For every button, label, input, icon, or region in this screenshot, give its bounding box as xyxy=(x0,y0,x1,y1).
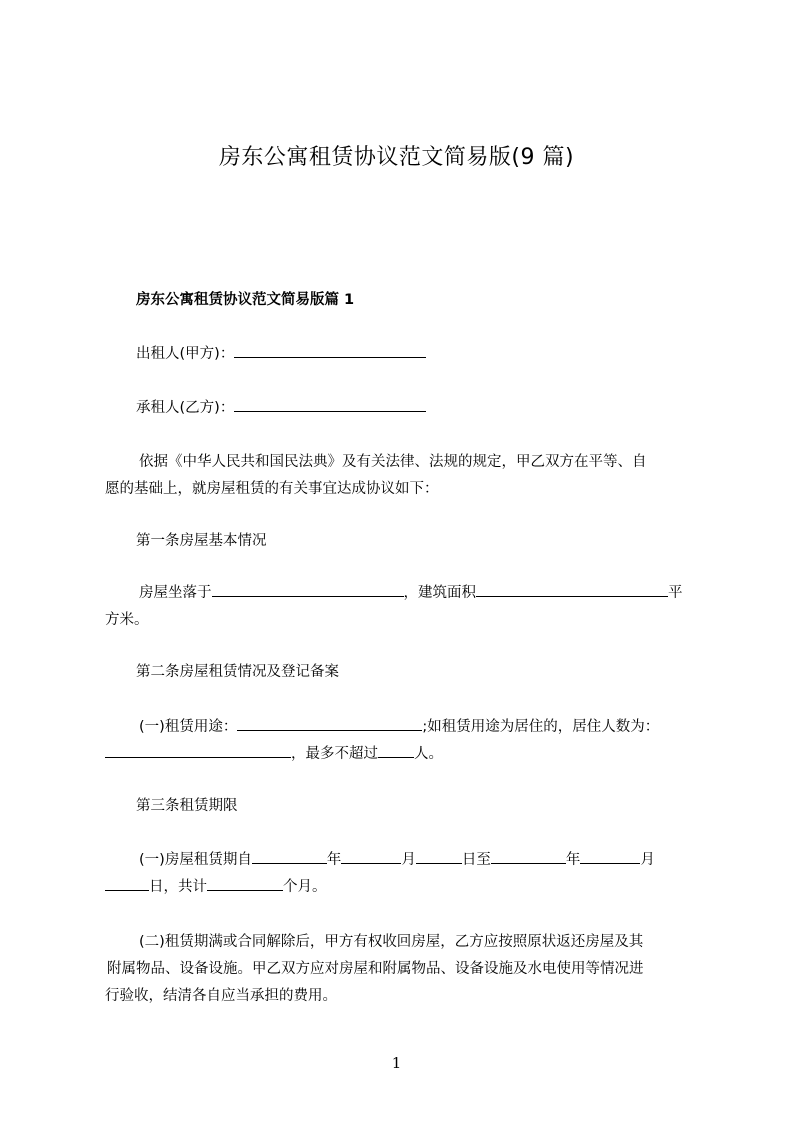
article-2-heading: 第二条房屋租赁情况及登记备案 xyxy=(136,664,339,680)
article-2-para-line-1 xyxy=(139,713,659,741)
usage-blank xyxy=(237,715,422,731)
start-month-blank xyxy=(341,848,401,864)
preamble-line-1: 依据《中华人民共和国民法典》及有关法律、法规的规定，甲乙双方在平等、自 xyxy=(139,454,647,470)
usage-label: (一)租赁用途： xyxy=(139,719,238,735)
end-day-blank xyxy=(105,875,149,891)
residents-unit: 人。 xyxy=(414,746,443,762)
area-label: ，建筑面积 xyxy=(403,585,476,601)
area-blank xyxy=(476,581,668,597)
article-3-para-2-line-2: 附属物品、设备设施。甲乙双方应对房屋和附属物品、设备设施及水电使用等情况进 xyxy=(107,961,644,977)
document-title: 房东公寓租赁协议范文简易版(9 篇) xyxy=(218,145,575,170)
lessee-blank xyxy=(234,396,426,412)
term-start-label: (一)房屋租赁期自 xyxy=(139,852,252,868)
article-3-heading: 第三条租赁期限 xyxy=(136,798,238,814)
article-1-heading: 第一条房屋基本情况 xyxy=(136,533,267,549)
year-label-2: 年 xyxy=(565,852,581,868)
total-label: 日，共计 xyxy=(149,879,207,895)
article-3-para-2-line-3: 行验收，结清各自应当承担的费用。 xyxy=(105,988,337,1004)
max-residents-label: ，最多不超过 xyxy=(291,746,378,762)
preamble-line-2: 愿的基础上，就房屋租赁的有关事宜达成协议如下： xyxy=(105,481,439,497)
day-to-label: 日至 xyxy=(461,852,491,868)
month-label: 月 xyxy=(401,852,416,868)
lessor-blank xyxy=(234,342,426,358)
lessor-label: 出租人(甲方)： xyxy=(136,346,235,362)
article-3-para-1-line-2 xyxy=(105,873,327,901)
lessee-line xyxy=(136,394,426,422)
article-1-para-line-2: 方米。 xyxy=(105,612,149,628)
end-year-blank xyxy=(491,848,566,864)
month-label-2: 月 xyxy=(640,852,655,868)
start-day-blank xyxy=(416,848,462,864)
max-residents-blank xyxy=(378,742,414,758)
article-1-para-line-1 xyxy=(139,579,683,607)
start-year-blank xyxy=(252,848,327,864)
article-3-para-1-line-1 xyxy=(139,846,655,874)
article-2-para-line-2 xyxy=(105,740,443,768)
residents-blank xyxy=(105,742,291,758)
location-blank xyxy=(212,581,404,597)
year-label: 年 xyxy=(326,852,342,868)
months-unit: 个月。 xyxy=(283,879,327,895)
lessor-line xyxy=(136,340,426,368)
section-heading: 房东公寓租赁协议范文简易版篇 1 xyxy=(136,292,355,308)
residents-label: ;如租赁用途为居住的，居住人数为： xyxy=(422,719,660,735)
end-month-blank xyxy=(580,848,640,864)
article-3-para-2-line-1: (二)租赁期满或合同解除后，甲方有权收回房屋，乙方应按照原状返还房屋及其 xyxy=(139,934,644,950)
location-label: 房屋坐落于 xyxy=(139,585,212,601)
lessee-label: 承租人(乙方)： xyxy=(136,400,235,416)
area-unit-part: 平 xyxy=(668,585,683,601)
total-months-blank xyxy=(207,875,283,891)
page-number: 1 xyxy=(391,1054,402,1072)
